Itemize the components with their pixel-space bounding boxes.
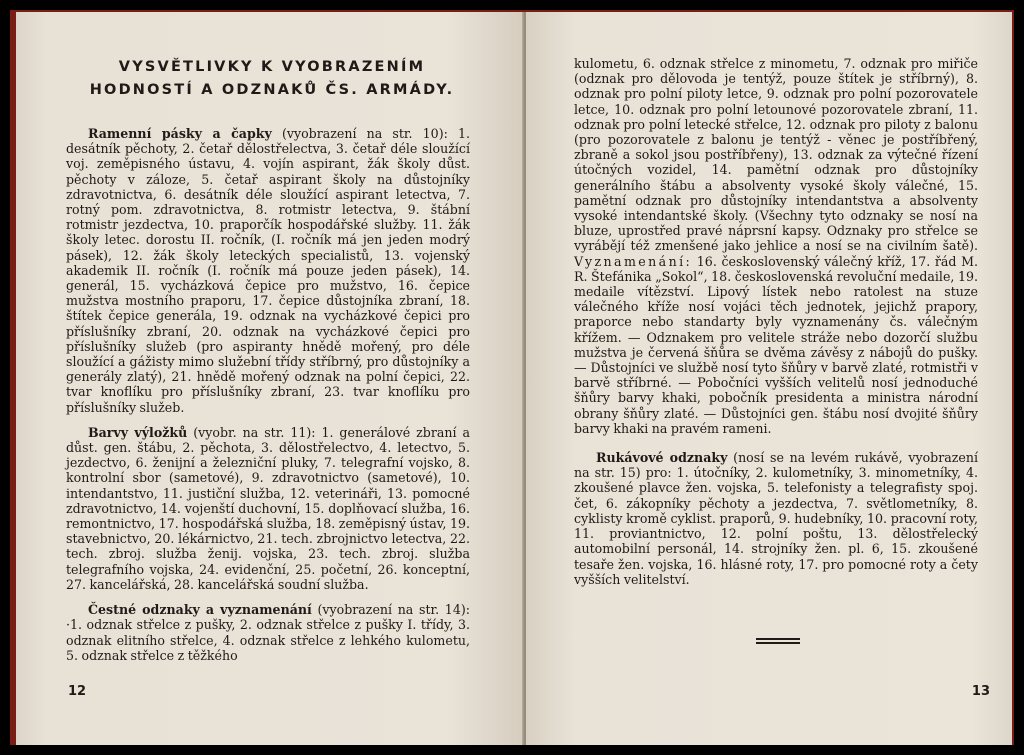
paragraph-collar-colors [66, 425, 470, 592]
section-title-honor-badges: Čestné odznaky a vyznamenání [88, 602, 312, 618]
end-rule [756, 638, 800, 644]
section-title-shoulder-straps: Ramenní pásky a čapky [88, 126, 272, 141]
paragraph-badges-continued [574, 56, 978, 436]
book-spread [10, 10, 1014, 745]
text-badges-continued: kulometu, 6. odznak střelce z minometu, 7. odznak pro miřiče (odznak pro dělovoda je tentýž, pouze štítek je stříbrný), 8. odznak pro polní piloty letce, 9. odznak pro polní pozorovatele letce, 10. odznak pro polní letounové pozorovatele zbraní, 11. odznak pro polní letecké střelce, 12. odznak pro piloty z balonu (pro pozorovatele z balonu je tentýž - věnec je postříbřený, zbraně a sokol jsou postříbřeny), 13. odznak za výtečné řízení útočných vozidel, 14. pamětní odznak pro důstojníky generálního štábu a absolventy vysoké školy válečné, 15. pamětní odznak pro důstojníky intendantstva a absolventy vysoké intendantské školy. (Všechny tyto odznaky se nosí na bluze, uprostřed pravé náprsní kapsy. Odznaky pro střelce se vyrábějí též zmenšené jako jehlice a nosí se na civilním šatě). [574, 56, 978, 254]
decorations-label: Vyznamenání: [574, 253, 693, 269]
paragraph-honor-badges [66, 602, 470, 663]
left-page [16, 12, 524, 745]
section-title-sleeve-badges: Rukávové odznaky [596, 450, 728, 466]
section-title-collar-colors: Barvy výložků [88, 424, 188, 440]
right-page [526, 12, 1012, 745]
page-number-right: 13 [971, 684, 990, 699]
paragraph-sleeve-badges [574, 450, 978, 587]
heading-line-2: HODNOSTÍ A ODZNAKŮ ČS. ARMÁDY. [89, 82, 455, 98]
heading-line-1: VYSVĚTLIVKY K VYOBRAZENÍM [118, 59, 426, 75]
right-column [574, 56, 978, 597]
left-column [66, 126, 470, 673]
section-text-honor-badges: (vyobrazení na str. 14): ·1. odznak střelce z pušky, 2. odznak střelce z pušky I. třídy, 3. odznak elitního střelce, 4. odznak střelce z lehkého kulometu, 5. odznak střelce z těžkého [66, 602, 470, 663]
paragraph-shoulder-straps [66, 126, 470, 415]
text-decorations: 16. československý válečný kříž, 17. řád M. R. Štefánika „Sokol“, 18. československá revoluční medaile, 19. medaile vítězství. Lipový lístek nebo ratolest na stuze válečného kříže nosí vojáci těch jednotek, jejichž prapory, praporce nebo standarty byly vyznamenány čs. válečným křížem. — Odznakem pro velitele stráže nebo dozorčí službu mužstva je červená šňůra se dvěma závěsy z nábojů do pušky. — Důstojníci ve službě nosí tyto šňůry v barvě zlaté, rotmistři v barvě stříbrné. — Pobočníci vyšších velitelů nosí jednoduché šňůry barvy khaki, pobočník presidenta a ministra národní obrany šňůry zlaté. — Důstojníci gen. štábu nosí dvojité šňůry barvy khaki na pravém rameni. [574, 253, 978, 436]
page-number-left: 12 [68, 684, 87, 699]
section-text-collar-colors: (vyobr. na str. 11): 1. generálové zbraní a důst. gen. štábu, 2. pěchota, 3. dělostřelectvo, 4. letectvo, 5. jezdectvo, 6. ženijní a železniční pluky, 7. telegrafní vojsko, 8. kontrolní sbor (sametové), 9. zdravotnictvo (sametové), 10. intendantstvo, 11. justiční služba, 12. veterináři, 13. pomocné zdravotnictvo, 14. vojenští duchovní, 15. doplňovací služba, 16. remontnictvo, 17. hospodářská služba, 18. zeměpisný ústav, 19. stavebnictvo, 20. lékárnictvo, 21. tech. zbrojnictvo letectva, 22. tech. zbroj. služba ženij. vojska, 23. tech. zbroj. služba telegrafního vojska, 24. evidenční, 25. početní, 26. konceptní, 27. kancelářská, 28. kancelářská soudní služba. [66, 424, 470, 592]
page-heading [62, 56, 482, 102]
section-text-shoulder-straps: (vyobrazení na str. 10): 1. desátník pěchoty, 2. četař dělostřelectva, 3. četař déle sloužící voj. zeměpisného ústavu, 4. vojín aspirant, žák školy důst. pěchoty v záloze, 5. četař aspirant školy na důstojníky zdravotnictva, 6. desátník déle sloužící aspirant letectva, 7. rotný pom. zdravotnictva, 8. rotmistr letectva, 9. štábní rotmistr jezdectva, 10. praporčík hospodářské služby. 11. žák školy letec. dorostu II. ročník, (I. ročník má jen jeden modrý pásek), 12. žák školy leteckých specialistů, 13. vojenský akademik II. ročník (I. ročník má pouze jeden pásek), 14. generál, 15. vycházková čepice pro mužstvo, 16. čepice mužstva mostního praporu, 17. čepice důstojníka zbraní, 18. štítek čepice generála, 19. odznak na vycházkové čepici pro příslušníky zbraní, 20. odznak na vycházkové čepici pro příslušníky služeb (pro aspiranty hnědě mořený, pro déle sloužící a gážisty mimo služební třídy stříbrný, pro důstojníky a generály zlatý), 21. hnědě mořený odznak na polní čepici, 22. tvar knoflíku pro příslušníky zbraní, 23. tvar knoflíku pro příslušníky služeb. [66, 126, 470, 415]
section-text-sleeve-badges: (nosí se na levém rukávě, vyobrazení na str. 15) pro: 1. útočníky, 2. kulometníky, 3. minometníky, 4. zkoušené plavce žen. vojska, 5. telefonisty a telegrafisty spoj. čet, 6. zákopníky pěchoty a jezdectva, 7. světlometníky, 8. cyklisty kromě cyklist. praporů, 9. hudebníky, 10. pracovní roty, 11. proviantnictvo, 12. polní poštu, 13. dělostřelecký automobilní personál, 14. strojníky žen. pl. 6, 15. zkoušené tesaře žen. vojska, 16. hlásné roty, 17. pro pomocné roty a čety vyšších velitelství. [574, 450, 978, 587]
